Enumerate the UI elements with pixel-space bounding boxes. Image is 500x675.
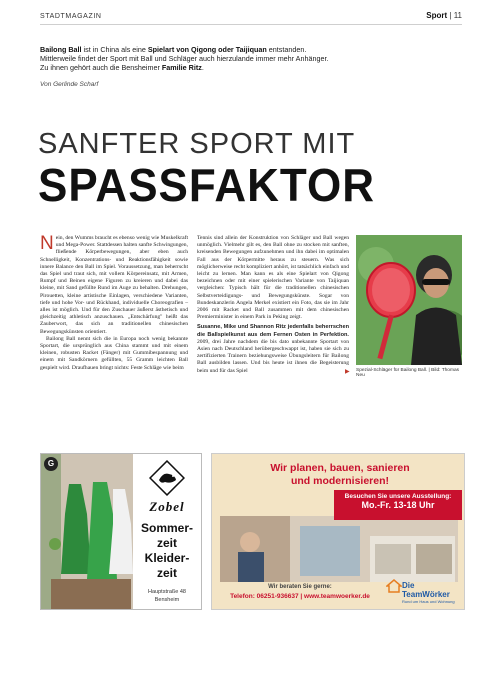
- ad-showroom-photo: [220, 516, 458, 582]
- intro-text-1: ist in China als eine: [81, 45, 148, 54]
- section-pagenumber: [426, 11, 462, 20]
- paragraph: [197, 324, 349, 374]
- ad-headline-line: und modernisieren!: [290, 475, 389, 487]
- paragraph-text: ein, den Wumms braucht es ebenso wenig wie Muskelkraft und Mega-Power. Stattdessen halten sanfte Schwingungen, fließende Körperbewegungen, aber eben auch Schnelligkeit, Konzentrations- und Reaktionsfähigkeit sowie innere Balance den Ball im Spiel. Voraussetzung, man beherrscht das Spiel und traut sich, mit vollem Körpereinsatz, mit Armen, Rumpf und Beinen eigene Figuren zu kreieren und dabei das kleine, mit Sand gefüllte Rund im Auge zu behalten. Drehungen, Pirouetten, kleine artistische Einlagen, verschiedene Varianten, tiefe und hohe Vor- und Rückhand, individuelle Choreografien – alles ist möglich. Und für den Zuschauer äußerst ästhetisch und gleichzeitig athletisch anzuschauen. „Entschärfung" heißt das Zauberwort, das sich an traditionellen chinesischen Bewegungskünsten orientiert.: [40, 235, 188, 335]
- photo-credit: | Bild: Thomas Neu: [356, 368, 460, 378]
- paragraph: [197, 235, 349, 321]
- banner-hours: Mo.-Fr. 13-18 Uhr: [361, 500, 435, 510]
- ad-zobel[interactable]: [40, 453, 202, 610]
- slogan-line: Kleider-: [144, 551, 190, 565]
- ad-contact: [220, 582, 380, 602]
- page-number: 11: [453, 11, 462, 20]
- paragraph-text: 2009, drei Jahre nachdem die bis dato unbekannte Sportart von Asien nach Deutschland herübergeschwappt ist, haben sie sich zu zertifizierten Trainern beziehungsweise Übungsleitern für Bailong Ball ausbilden lassen. Und bis heute ist ihnen die Begeisterung beim und für das Spiel: [197, 338, 349, 374]
- section-name: Sport: [426, 11, 448, 20]
- ad-slogan: [133, 521, 201, 581]
- photo-illustration: [356, 235, 462, 365]
- ad-photo-dresses: [41, 454, 133, 609]
- ad-teamwoerker[interactable]: [211, 453, 465, 610]
- address-street: Hauptstraße 48: [148, 589, 186, 595]
- separator: |: [449, 11, 454, 20]
- header-rule: [40, 24, 462, 25]
- contact-lead: Wir beraten Sie gerne:: [268, 584, 332, 590]
- house-icon: [386, 579, 402, 593]
- headline-line-2: SPASSFAKTOR: [38, 160, 375, 212]
- sable-logo-icon: [149, 460, 185, 496]
- caption-arrow-icon: ▶: [345, 369, 350, 375]
- teamwoerker-logo: [386, 579, 462, 605]
- intro-bold-2: Spielart von Qigong oder Taijiquan: [147, 45, 267, 54]
- ad-brand-name: Zobel: [149, 499, 185, 514]
- paragraph: [40, 235, 188, 336]
- paragraph-text: Bailong Ball nennt sich die in Europa noch wenig bekannte Sportart, die ursprünglich aus China stammt und mit einem kleinen, robusten Racket (Fänger) mit Gummibespannung und einem mit Sandkörnern gefüllten, 55 Gramm leichten Ball gespielt wird. Draufhauen bringt nichts: Feste Schläge wie beim: [40, 335, 188, 371]
- slogan-line: zeit: [156, 566, 177, 580]
- dropcap: N: [40, 233, 54, 254]
- ad-headline-line: Wir planen, bauen, sanieren: [270, 462, 410, 474]
- address-city: Bensheim: [154, 597, 180, 603]
- ad-headline: [220, 462, 460, 488]
- article-column-1: [40, 235, 188, 372]
- intro-text-2: entstanden.: [266, 45, 307, 54]
- ad-address: [133, 588, 201, 604]
- caption-text: Spezial-Schläger für Bailong Ball.: [356, 368, 428, 373]
- intro-text-3: Mittlerweile findet der Sport mit Ball und Schläger auch hierzulande immer mehr Anhänger.: [40, 54, 329, 64]
- headline-line-1: SANFTER SPORT MIT: [38, 128, 356, 160]
- slogan-line: zeit: [156, 536, 177, 550]
- ad-badge: G: [44, 457, 58, 471]
- intro-text-4: Zu ihnen gehört auch die Bensheimer: [40, 63, 162, 73]
- paragraph-lead: Susanne, Mike und Shannon Ritz jedenfalls beherrschen die Ballspielkunst aus dem Fernen Osten in Perfektion.: [197, 324, 349, 338]
- ad-exhibition-banner: [334, 490, 462, 520]
- logo-tagline: Rund um Haus und Wohnung: [402, 599, 455, 604]
- magazine-name: STADTMAGAZIN: [40, 13, 102, 20]
- paragraph: [40, 336, 188, 372]
- byline: Von Gerlinde Scharf: [40, 81, 99, 88]
- ad-zobel-text-panel: [133, 454, 201, 609]
- logo-name: Die TeamWörker: [402, 581, 450, 599]
- intro-bold-1: Bailong Ball: [40, 45, 82, 54]
- paragraph-text: Tennis sind allein der Konstruktion von Schläger und Ball wegen unmöglich. Vielmehr gilt es, den Ball ohne zu stocken mit sanften, kreisenden Bewegungen aufzunehmen und ihn dabei im optimalen Fall aus der Körpermitte heraus zu steuern. Was sich möglicherweise recht kompliziert anhört, ist tatsächlich einfach und leicht zu lernen. Man kann es als eine Spielart von Qigong bezeichnen oder mit einer spielerischen Variante von Taijiquan vergleichen: Typisch hält für die traditionellen chinesischen Selbstverteidigungs- und Bewegungskünste. Sogar von Bundeskanzlerin Angela Merkel existiert ein Foto, das sie im Jahr 2006 mit Racket und Ball zusammen mit dem chinesischen Premierminister in einem Park in Peking zeigt.: [197, 235, 349, 321]
- article-photo: [356, 235, 462, 365]
- slogan-line: Sommer-: [140, 521, 193, 535]
- article-intro: [40, 45, 370, 73]
- banner-text: Besuchen Sie unsere Ausstellung:: [344, 493, 452, 500]
- article-column-2: [197, 235, 349, 375]
- photo-caption: [356, 368, 466, 378]
- intro-bold-3: Familie Ritz: [161, 63, 202, 73]
- intro-text-5: .: [201, 63, 204, 73]
- contact-phone-web[interactable]: Telefon: 06251-936637 | www.teamwoerker.de: [230, 593, 370, 600]
